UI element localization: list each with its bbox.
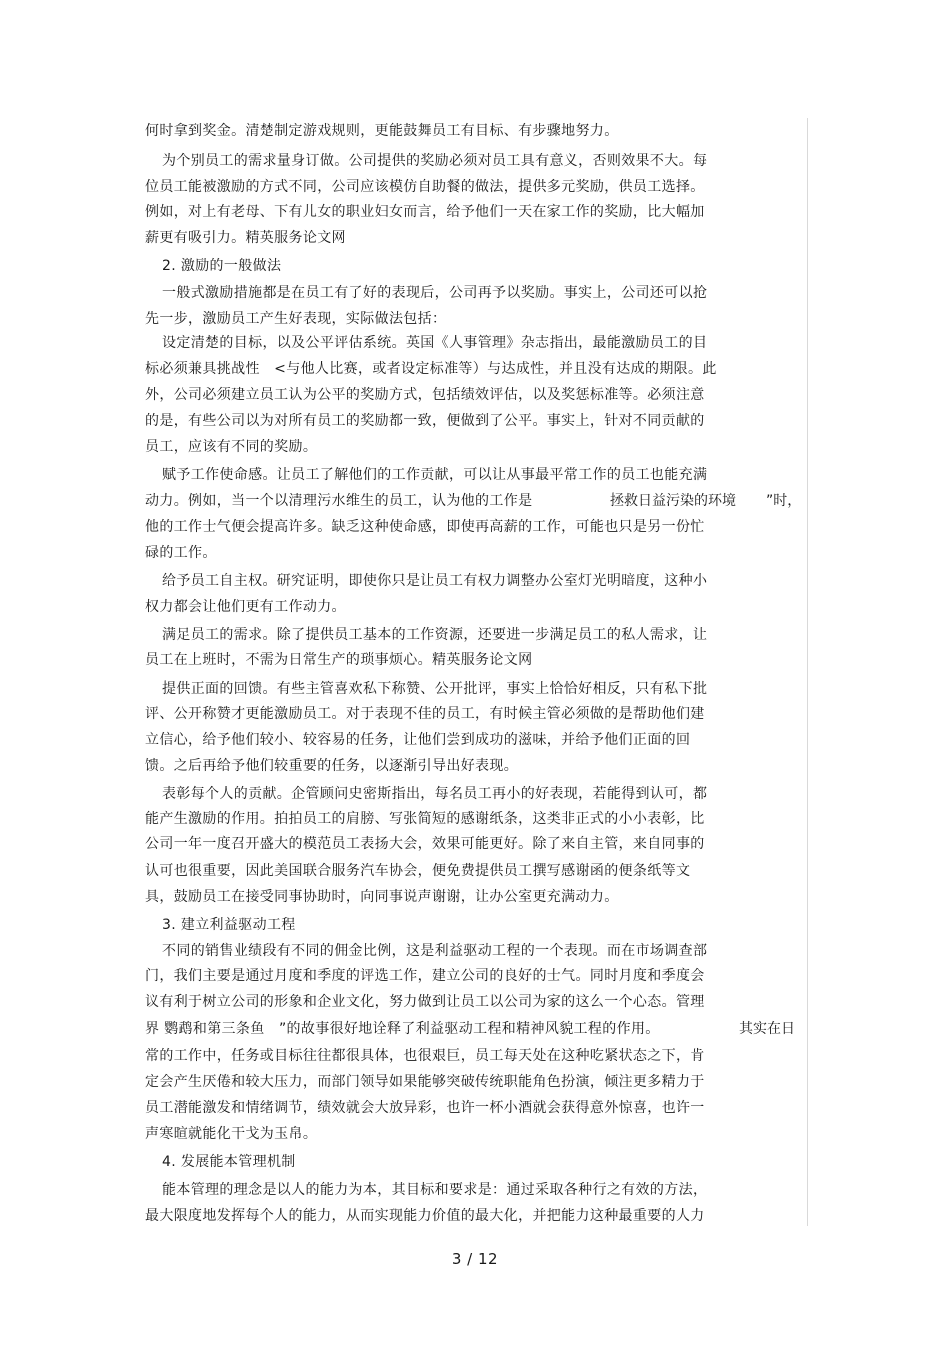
text-line: 立信心，给予他们较小、较容易的任务，让他们尝到成功的滋味，并给予他们正面的回 xyxy=(145,732,691,748)
text-fragment: ”时， xyxy=(766,493,802,509)
text-line: 馈。之后再给予他们较重要的任务，以逐渐引导出好表现。 xyxy=(145,758,519,774)
text-line: 例如，对上有老母、下有儿女的职业妇女而言，给予他们一天在家工作的奖励，比大幅加 xyxy=(145,204,705,220)
text-line: 他的工作士气便会提高许多。缺乏这种使命感，即使再高薪的工作，可能也只是另一份忙 xyxy=(145,519,705,535)
text-line: 议有利于树立公司的形象和企业文化，努力做到让员工以公司为家的这么一个心态。管理 xyxy=(145,994,705,1010)
text-line: 为个别员工的需求量身订做。公司提供的奖励必须对员工具有意义，否则效果不大。每 xyxy=(162,153,708,169)
page-number: 3 / 12 xyxy=(451,1250,499,1268)
right-margin-rule xyxy=(807,118,808,1226)
text-line: 何时拿到奖金。清楚制定游戏规则，更能鼓舞员工有目标、有步骤地努力。 xyxy=(145,123,619,139)
text-line: 具，鼓励员工在接受同事协助时，向同事说声谢谢，让办公室更充满动力。 xyxy=(145,889,619,905)
text-line: 员工，应该有不同的奖励。 xyxy=(145,439,318,455)
text-line: 常的工作中，任务或目标往往都很具体，也很艰巨，员工每天处在这种吃紧状态之下，肯 xyxy=(145,1048,705,1064)
text-line: 先一步，激励员工产生好表现，实际做法包括： xyxy=(145,311,447,327)
text-line: 满足员工的需求。除了提供员工基本的工作资源，还要进一步满足员工的私人需求，让 xyxy=(162,627,708,643)
text-fragment: 其实在日 xyxy=(739,1021,795,1037)
text-line: 定会产生厌倦和较大压力，而部门领导如果能够突破传统职能角色扮演，倾注更多精力于 xyxy=(145,1074,705,1090)
section-heading: 2. 激励的一般做法 xyxy=(162,258,282,274)
text-line: 表彰每个人的贡献。企管顾问史密斯指出，每名员工再小的好表现，若能得到认可，都 xyxy=(162,786,708,802)
text-line: 能本管理的理念是以人的能力为本，其目标和要求是：通过采取各种行之有效的方法， xyxy=(162,1182,708,1198)
text-line: 碌的工作。 xyxy=(145,545,217,561)
text-line: 薪更有吸引力。精英服务论文网 xyxy=(145,230,346,246)
text-line: 的是，有些公司以为对所有员工的奖励都一致，便做到了公平。事实上，针对不同贡献的 xyxy=(145,413,705,429)
text-line: 赋予工作使命感。让员工了解他们的工作贡献，可以让从事最平常工作的员工也能充满 xyxy=(162,467,708,483)
text-line: 权力都会让他们更有工作动力。 xyxy=(145,599,346,615)
section-heading: 3. 建立利益驱动工程 xyxy=(162,917,296,933)
text-line: 公司一年一度召开盛大的模范员工表扬大会，效果可能更好。除了来自主管，来自同事的 xyxy=(145,836,705,852)
text-line: 认可也很重要，因此美国联合服务汽车协会，便免费提供员工撰写感谢函的便条纸等文 xyxy=(145,863,691,879)
text-line: 动力。例如，当一个以清理污水维生的员工，认为他的工作是 xyxy=(145,493,533,509)
text-line: 标必须兼具挑战性 <与他人比赛，或者设定标准等）与达成性，并且没有达成的期限。此 xyxy=(145,361,717,377)
text-line: 门，我们主要是通过月度和季度的评选工作，建立公司的良好的士气。同时月度和季度会 xyxy=(145,968,705,984)
text-line: 评、公开称赞才更能激励员工。对于表现不佳的员工，有时候主管必须做的是帮助他们建 xyxy=(145,706,705,722)
text-line: 位员工能被激励的方式不同，公司应该模仿自助餐的做法，提供多元奖励，供员工选择。 xyxy=(145,179,705,195)
text-line: 员工在上班时，不需为日常生产的琐事烦心。精英服务论文网 xyxy=(145,652,533,668)
text-line: 给予员工自主权。研究证明，即使你只是让员工有权力调整办公室灯光明暗度，这种小 xyxy=(162,573,708,589)
text-fragment: 拯救日益污染的环境 xyxy=(610,493,736,509)
text-line: 设定清楚的目标，以及公平评估系统。英国《人事管理》杂志指出，最能激励员工的目 xyxy=(162,335,708,351)
text-line: 界 鹦鹉和第三条鱼 ”的故事很好地诠释了利益驱动工程和精神风貌工程的作用。 xyxy=(145,1021,660,1037)
text-line: 不同的销售业绩段有不同的佣金比例，这是利益驱动工程的一个表现。而在市场调查部 xyxy=(162,943,708,959)
text-line: 能产生激励的作用。拍拍员工的肩膀、写张简短的感谢纸条，这类非正式的小小表彰，比 xyxy=(145,811,705,827)
text-line: 员工潜能激发和情绪调节，绩效就会大放异彩，也许一杯小酒就会获得意外惊喜，也许一 xyxy=(145,1100,705,1116)
text-line: 一般式激励措施都是在员工有了好的表现后，公司再予以奖励。事实上，公司还可以抢 xyxy=(162,285,708,301)
text-line: 外，公司必须建立员工认为公平的奖励方式，包括绩效评估，以及奖惩标准等。必须注意 xyxy=(145,387,705,403)
section-heading: 4. 发展能本管理机制 xyxy=(162,1154,296,1170)
text-line: 提供正面的回馈。有些主管喜欢私下称赞、公开批评，事实上恰恰好相反，只有私下批 xyxy=(162,681,708,697)
text-line: 声寒暄就能化干戈为玉帛。 xyxy=(145,1126,318,1142)
text-line: 最大限度地发挥每个人的能力，从而实现能力价值的最大化，并把能力这种最重要的人力 xyxy=(145,1208,705,1224)
